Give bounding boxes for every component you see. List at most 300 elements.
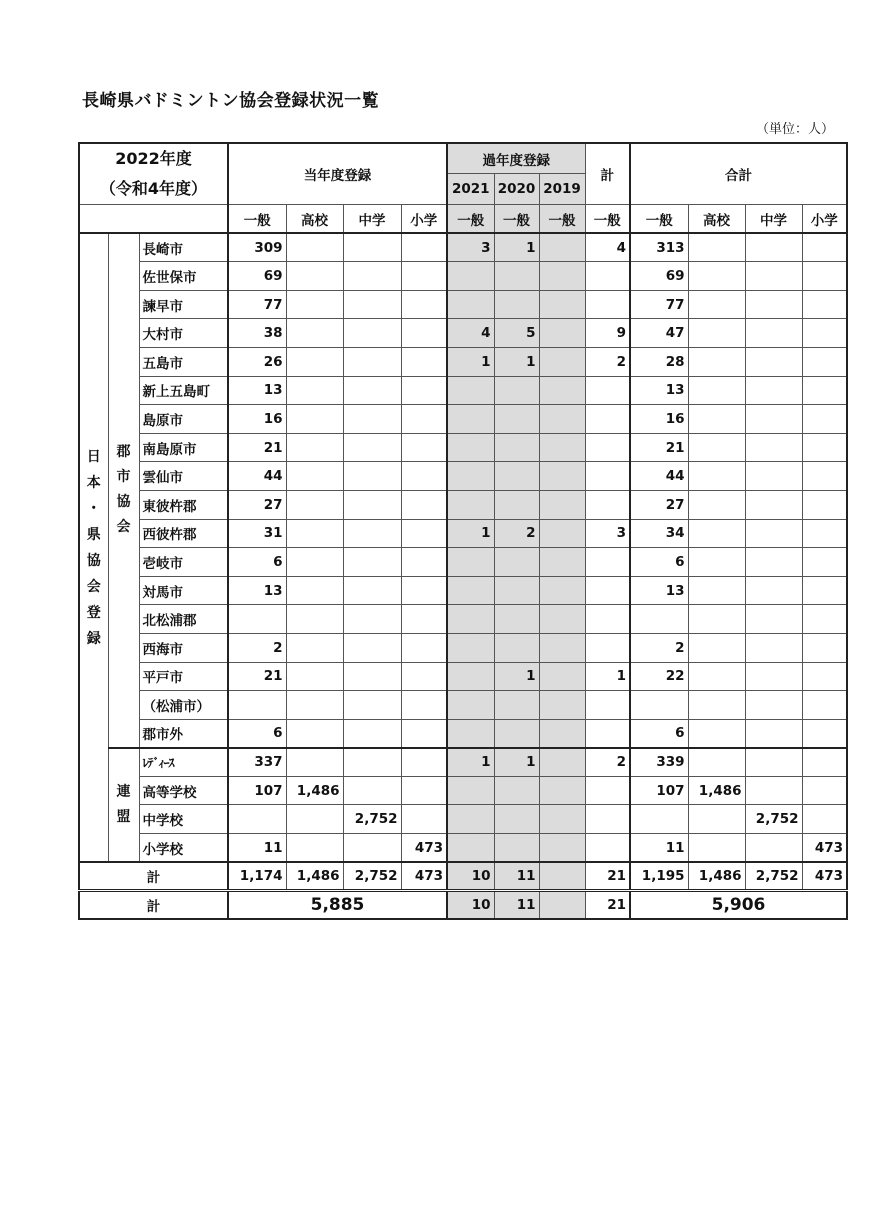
row-name: （松浦市） <box>139 691 228 720</box>
past-cell <box>539 662 585 691</box>
total-cell <box>688 490 745 519</box>
total-cell <box>802 576 847 605</box>
past-cell <box>539 633 585 662</box>
past-cell <box>447 548 494 577</box>
current-cell <box>286 319 343 348</box>
past-total-cell <box>585 719 630 748</box>
past-cell: 1 <box>494 233 539 262</box>
past-cell <box>447 405 494 434</box>
current-cell <box>286 376 343 405</box>
total-cell <box>802 776 847 805</box>
total-cell: 44 <box>630 462 688 491</box>
row-name: 中学校 <box>139 805 228 834</box>
total-cell: 6 <box>630 719 688 748</box>
total-cell: 69 <box>630 262 688 291</box>
current-cell: 31 <box>228 519 286 548</box>
past-cell <box>494 805 539 834</box>
total-cell <box>745 462 802 491</box>
past-cell: 1 <box>447 519 494 548</box>
total-cell <box>802 548 847 577</box>
past-cell: 4 <box>447 319 494 348</box>
current-cell <box>286 290 343 319</box>
past-cell <box>494 834 539 863</box>
past-cell <box>447 490 494 519</box>
past-cell <box>539 748 585 777</box>
past-cell: 10 <box>447 862 494 891</box>
grand-total-label: 計 <box>79 891 228 920</box>
table-row <box>79 319 847 348</box>
table-row <box>79 548 847 577</box>
current-cell: 77 <box>228 290 286 319</box>
col-cur-middle: 中学 <box>343 205 401 234</box>
current-cell: 38 <box>228 319 286 348</box>
past-cell: 1 <box>494 748 539 777</box>
current-cell <box>343 776 401 805</box>
col-cur-elementary: 小学 <box>401 205 447 234</box>
past-total-cell: 21 <box>585 862 630 891</box>
current-cell <box>286 748 343 777</box>
current-cell: 13 <box>228 376 286 405</box>
total-cell <box>630 605 688 634</box>
past-cell <box>494 376 539 405</box>
current-cell <box>286 462 343 491</box>
current-cell: 21 <box>228 662 286 691</box>
col-cur-general: 一般 <box>228 205 286 234</box>
total-cell <box>802 490 847 519</box>
total-cell: 34 <box>630 519 688 548</box>
current-cell: 2,752 <box>343 862 401 891</box>
table-row <box>79 691 847 720</box>
past-cell <box>494 490 539 519</box>
total-cell <box>802 719 847 748</box>
table-row <box>79 719 847 748</box>
past-cell: 3 <box>447 233 494 262</box>
total-cell <box>802 605 847 634</box>
current-cell: 1,486 <box>286 776 343 805</box>
row-name: 西彼杵郡 <box>139 519 228 548</box>
current-cell: 473 <box>401 834 447 863</box>
past-total-cell <box>585 605 630 634</box>
group-label-city <box>108 233 139 748</box>
past-total-cell <box>585 776 630 805</box>
current-cell: 13 <box>228 576 286 605</box>
total-cell <box>745 405 802 434</box>
past-cell <box>494 691 539 720</box>
past-total-cell: 2 <box>585 748 630 777</box>
past-cell <box>539 262 585 291</box>
current-cell <box>286 433 343 462</box>
total-cell <box>688 748 745 777</box>
grand-past-cell <box>539 891 585 920</box>
row-name: 島原市 <box>139 405 228 434</box>
total-cell <box>688 605 745 634</box>
past-total-cell: 2 <box>585 347 630 376</box>
current-cell <box>286 490 343 519</box>
total-cell <box>688 691 745 720</box>
total-cell: 473 <box>802 834 847 863</box>
total-cell <box>688 805 745 834</box>
current-cell <box>286 834 343 863</box>
group-label-federation-char: 連 <box>116 783 131 800</box>
grand-total-header: 合計 <box>630 143 847 205</box>
total-cell <box>745 490 802 519</box>
current-cell <box>401 662 447 691</box>
total-cell <box>745 691 802 720</box>
group-label-nihon-ken-char: ・ <box>86 500 101 517</box>
past-cell <box>447 691 494 720</box>
total-cell: 77 <box>630 290 688 319</box>
current-cell <box>401 691 447 720</box>
current-cell <box>401 548 447 577</box>
total-cell <box>802 662 847 691</box>
group-label-nihon-ken-char: 本 <box>86 474 101 491</box>
total-cell <box>802 633 847 662</box>
row-name: 西海市 <box>139 633 228 662</box>
current-cell <box>286 576 343 605</box>
current-cell <box>228 691 286 720</box>
grand-past-cell: 10 <box>447 891 494 920</box>
row-name: 北松浦郡 <box>139 605 228 634</box>
total-cell <box>745 376 802 405</box>
subtotal-row <box>79 862 847 891</box>
page-title: 長崎県バドミントン協会登録状況一覧 <box>82 91 380 111</box>
current-cell: 11 <box>228 834 286 863</box>
past-cell <box>494 576 539 605</box>
current-cell <box>401 719 447 748</box>
current-cell: 16 <box>228 405 286 434</box>
current-cell <box>401 376 447 405</box>
total-cell <box>688 519 745 548</box>
total-cell <box>745 834 802 863</box>
col-tot-general: 一般 <box>630 205 688 234</box>
fiscal-year: 2022年度 <box>115 149 192 168</box>
row-name: 諫早市 <box>139 290 228 319</box>
group-label-city-char: 市 <box>116 469 131 486</box>
row-name: 新上五島町 <box>139 376 228 405</box>
current-cell <box>343 633 401 662</box>
current-cell <box>286 662 343 691</box>
row-name: 壱岐市 <box>139 548 228 577</box>
fiscal-year-header <box>79 143 228 205</box>
total-cell <box>802 290 847 319</box>
col-tot-high: 高校 <box>688 205 745 234</box>
past-total-cell <box>585 805 630 834</box>
total-cell <box>802 519 847 548</box>
total-cell: 28 <box>630 347 688 376</box>
past-cell <box>539 719 585 748</box>
unit-note: （単位：人） <box>755 122 834 137</box>
total-cell <box>745 433 802 462</box>
group-label-nihon-ken-char: 会 <box>86 578 101 595</box>
col-tot-elementary: 小学 <box>802 205 847 234</box>
current-cell <box>343 262 401 291</box>
current-cell <box>228 805 286 834</box>
current-registration-header: 当年度登録 <box>228 143 447 205</box>
past-cell: 11 <box>494 862 539 891</box>
past-cell: 1 <box>494 347 539 376</box>
past-cell <box>539 576 585 605</box>
group-label-federation <box>108 748 139 862</box>
total-cell <box>802 691 847 720</box>
current-cell <box>343 605 401 634</box>
past-cell: 1 <box>494 662 539 691</box>
group-label-nihon-ken-char: 録 <box>86 630 101 647</box>
past-total-cell <box>585 576 630 605</box>
past-cell <box>539 233 585 262</box>
past-cell <box>539 462 585 491</box>
group-label-nihon-ken-char: 協 <box>86 552 101 569</box>
current-cell: 26 <box>228 347 286 376</box>
past-total-cell <box>585 262 630 291</box>
past-cell <box>494 290 539 319</box>
table-row <box>79 633 847 662</box>
total-cell: 13 <box>630 576 688 605</box>
past-total-cell <box>585 834 630 863</box>
total-cell: 27 <box>630 490 688 519</box>
past-total-cell: 1 <box>585 662 630 691</box>
table-row <box>79 405 847 434</box>
total-cell <box>802 805 847 834</box>
current-cell <box>343 490 401 519</box>
past-cell <box>447 834 494 863</box>
current-cell <box>343 347 401 376</box>
row-name: 平戸市 <box>139 662 228 691</box>
current-cell <box>401 519 447 548</box>
total-cell <box>688 662 745 691</box>
total-cell <box>745 290 802 319</box>
row-name: 雲仙市 <box>139 462 228 491</box>
total-cell: 313 <box>630 233 688 262</box>
registration-table <box>78 142 848 920</box>
row-name: 長崎市 <box>139 233 228 262</box>
current-cell: 473 <box>401 862 447 891</box>
total-cell <box>802 748 847 777</box>
col-past-2021-general: 一般 <box>447 205 494 234</box>
current-cell <box>286 548 343 577</box>
table-row <box>79 262 847 291</box>
past-cell <box>447 376 494 405</box>
total-cell <box>745 319 802 348</box>
current-cell <box>343 319 401 348</box>
past-cell <box>494 405 539 434</box>
table-row <box>79 805 847 834</box>
col-cur-high: 高校 <box>286 205 343 234</box>
total-cell <box>745 662 802 691</box>
past-cell <box>539 548 585 577</box>
total-cell: 473 <box>802 862 847 891</box>
past-cell <box>447 262 494 291</box>
table-row <box>79 433 847 462</box>
total-cell <box>688 576 745 605</box>
current-cell <box>401 319 447 348</box>
total-cell <box>745 347 802 376</box>
current-cell <box>343 719 401 748</box>
past-cell <box>447 605 494 634</box>
table-row <box>79 347 847 376</box>
total-cell <box>802 233 847 262</box>
current-cell <box>286 691 343 720</box>
past-total-cell: 4 <box>585 233 630 262</box>
row-name: 郡市外 <box>139 719 228 748</box>
group-label-city-char: 会 <box>116 519 131 536</box>
past-cell: 1 <box>447 748 494 777</box>
current-cell <box>286 262 343 291</box>
past-cell <box>494 776 539 805</box>
past-cell <box>539 605 585 634</box>
past-total-cell <box>585 691 630 720</box>
table-row <box>79 605 847 634</box>
total-cell <box>630 805 688 834</box>
col-past-2019-general: 一般 <box>539 205 585 234</box>
past-year-2021: 2021 <box>447 174 494 205</box>
current-cell: 2 <box>228 633 286 662</box>
past-year-2019: 2019 <box>539 174 585 205</box>
past-cell <box>447 576 494 605</box>
past-cell <box>539 519 585 548</box>
past-cell <box>539 805 585 834</box>
current-cell <box>343 433 401 462</box>
total-cell: 47 <box>630 319 688 348</box>
current-cell <box>343 834 401 863</box>
table-row <box>79 834 847 863</box>
total-cell <box>630 691 688 720</box>
total-cell <box>745 719 802 748</box>
row-name: 五島市 <box>139 347 228 376</box>
current-cell <box>343 233 401 262</box>
current-cell: 6 <box>228 548 286 577</box>
past-cell <box>539 490 585 519</box>
past-cell: 2 <box>494 519 539 548</box>
total-cell <box>688 290 745 319</box>
total-cell <box>688 262 745 291</box>
row-name: 南島原市 <box>139 433 228 462</box>
current-cell <box>401 748 447 777</box>
current-cell <box>343 290 401 319</box>
past-total-header: 計 <box>585 143 630 205</box>
current-cell <box>401 347 447 376</box>
current-cell: 44 <box>228 462 286 491</box>
current-cell <box>343 548 401 577</box>
past-cell <box>539 376 585 405</box>
table-row <box>79 376 847 405</box>
past-total-cell <box>585 633 630 662</box>
row-name: 東彼杵郡 <box>139 490 228 519</box>
table-row <box>79 519 847 548</box>
total-cell <box>802 347 847 376</box>
total-cell <box>745 548 802 577</box>
total-cell <box>745 776 802 805</box>
total-cell <box>688 834 745 863</box>
past-cell <box>539 834 585 863</box>
current-cell <box>343 576 401 605</box>
current-cell: 1,174 <box>228 862 286 891</box>
total-cell <box>688 405 745 434</box>
past-total-cell <box>585 490 630 519</box>
past-cell <box>494 462 539 491</box>
past-cell <box>447 662 494 691</box>
past-cell <box>447 719 494 748</box>
table-row <box>79 233 847 262</box>
total-cell <box>688 433 745 462</box>
total-cell <box>745 748 802 777</box>
past-cell <box>447 776 494 805</box>
current-cell <box>286 233 343 262</box>
current-cell: 107 <box>228 776 286 805</box>
current-cell <box>401 433 447 462</box>
total-cell <box>745 233 802 262</box>
past-cell <box>539 290 585 319</box>
grand-past-cell: 11 <box>494 891 539 920</box>
total-cell: 1,486 <box>688 862 745 891</box>
past-total-cell: 9 <box>585 319 630 348</box>
total-cell: 107 <box>630 776 688 805</box>
blank-header-cell <box>79 205 228 234</box>
current-cell <box>343 748 401 777</box>
table-row <box>79 490 847 519</box>
total-cell: 1,195 <box>630 862 688 891</box>
total-cell: 21 <box>630 433 688 462</box>
past-total-cell <box>585 433 630 462</box>
past-cell <box>539 347 585 376</box>
past-cell <box>539 433 585 462</box>
grand-current-total: 5,885 <box>228 891 447 920</box>
past-cell <box>539 776 585 805</box>
col-past-total-general: 一般 <box>585 205 630 234</box>
table-row <box>79 576 847 605</box>
current-cell: 1,486 <box>286 862 343 891</box>
past-total-cell: 3 <box>585 519 630 548</box>
grand-past-total: 21 <box>585 891 630 920</box>
past-cell <box>494 433 539 462</box>
row-name: ﾚﾃﾞｨｰｽ <box>139 748 228 777</box>
total-cell: 16 <box>630 405 688 434</box>
group-label-nihon-ken <box>79 233 108 862</box>
group-label-city-char: 協 <box>116 494 131 511</box>
current-cell <box>286 405 343 434</box>
past-total-cell <box>585 462 630 491</box>
total-cell <box>745 519 802 548</box>
group-label-nihon-ken-char: 登 <box>86 604 101 621</box>
total-cell <box>688 319 745 348</box>
total-cell <box>688 633 745 662</box>
current-cell <box>343 691 401 720</box>
total-cell <box>802 433 847 462</box>
current-cell <box>401 805 447 834</box>
current-cell <box>401 605 447 634</box>
past-total-cell <box>585 290 630 319</box>
past-total-cell <box>585 376 630 405</box>
current-cell <box>286 805 343 834</box>
group-label-nihon-ken-char: 日 <box>86 448 101 465</box>
past-cell <box>494 633 539 662</box>
col-past-2020-general: 一般 <box>494 205 539 234</box>
table-row <box>79 462 847 491</box>
current-cell <box>401 633 447 662</box>
total-cell <box>802 262 847 291</box>
total-cell <box>745 605 802 634</box>
current-cell <box>286 633 343 662</box>
past-cell <box>539 862 585 891</box>
total-cell <box>745 576 802 605</box>
grand-overall-total: 5,906 <box>630 891 847 920</box>
current-cell <box>401 776 447 805</box>
past-registration-header: 過年度登録 <box>447 143 585 174</box>
total-cell: 13 <box>630 376 688 405</box>
total-cell <box>688 462 745 491</box>
past-cell <box>494 719 539 748</box>
total-cell: 11 <box>630 834 688 863</box>
total-cell <box>802 462 847 491</box>
